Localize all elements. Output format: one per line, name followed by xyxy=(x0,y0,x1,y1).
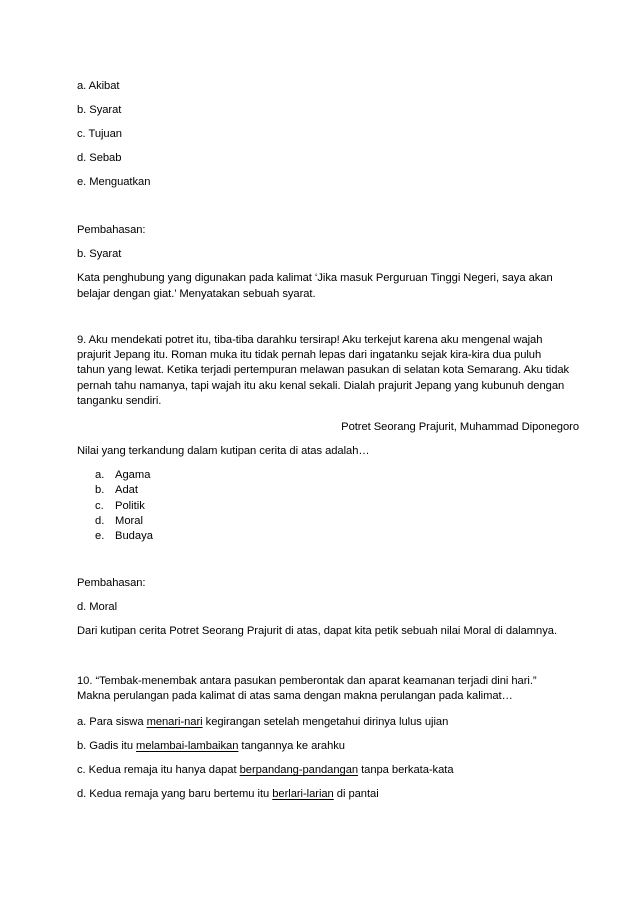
passage-line: tanganku sendiri. xyxy=(77,394,162,407)
option-b: b. Syarat xyxy=(77,104,122,116)
q9-options xyxy=(95,468,153,544)
explanation-line: belajar dengan giat.’ Menyatakan sebuah syarat. xyxy=(77,288,316,300)
q10-option-a: a. Para siswa menari-nari kegirangan setelah mengetahui dirinya lulus ujian xyxy=(77,716,449,728)
q9-option-c: c. Politik xyxy=(95,499,145,512)
underlined-word: melambai-lambaikan xyxy=(136,740,239,752)
explanation xyxy=(77,271,553,301)
pembahasan-label: Pembahasan: xyxy=(77,224,146,236)
q10-option-c: c. Kedua remaja itu hanya dapat berpandang-pandangan tanpa berkata-kata xyxy=(77,764,454,776)
q9-option-b: b. Adat xyxy=(95,484,139,497)
underlined-word: berlari-larian xyxy=(272,788,334,800)
explanation-line: Kata penghubung yang digunakan pada kalimat ‘Jika masuk Perguruan Tinggi Negeri, saya akan xyxy=(77,272,553,284)
q10-option-b: b. Gadis itu melambai-lambaikan tangannya ke arahku xyxy=(77,740,345,752)
q9-pembahasan-label: Pembahasan: xyxy=(77,577,146,589)
q9-source: Potret Seorang Prajurit, Muhammad Diponegoro xyxy=(341,421,579,433)
q9-answer: d. Moral xyxy=(77,601,118,613)
q9-question: Nilai yang terkandung dalam kutipan cerita di atas adalah… xyxy=(77,445,370,457)
option-a: a. Akibat xyxy=(77,80,120,92)
q9-option-a: a. Agama xyxy=(95,469,151,481)
q9-option-e: e. Budaya xyxy=(95,530,153,543)
question-line: 10. “Tembak-menembak antara pasukan pemberontak dan aparat keamanan terjadi dini hari.” xyxy=(77,675,537,687)
passage-line: pernah tahu namanya, tapi wajah itu aku kenal sekali. Dialah prajurit Jepang yang kubunuh dengan xyxy=(77,379,565,392)
option-c: c. Tujuan xyxy=(77,128,122,140)
question-line: Makna perulangan pada kalimat di atas sama dengan makna perulangan pada kalimat… xyxy=(77,690,513,703)
option-d: d. Sebab xyxy=(77,152,122,164)
underlined-word: menari-nari xyxy=(146,716,203,728)
q9-explanation: Dari kutipan cerita Potret Seorang Prajurit di atas, dapat kita petik sebuah nilai Moral di dalamnya. xyxy=(77,625,558,637)
q10-option-d: d. Kedua remaja yang baru bertemu itu berlari-larian di pantai xyxy=(77,788,379,800)
option-e: e. Menguatkan xyxy=(77,176,151,188)
passage-line: tahun yang lewat. Ketika terjadi pertempuran melawan pasukan di selatan kota Semarang. Aku tidak xyxy=(77,364,570,377)
q9-option-d: d. Moral xyxy=(95,514,143,527)
underlined-word: berpandang-pandangan xyxy=(239,764,359,776)
passage-line: prajurit Jepang itu. Roman muka itu tidak pernah lepas dari ingatanku sejak kira-kira dua puluh xyxy=(77,349,542,362)
answer: b. Syarat xyxy=(77,248,122,260)
passage-line: 9. Aku mendekati potret itu, tiba-tiba darahku tersirap! Aku terkejut karena aku mengenal wajah xyxy=(77,334,543,346)
q9-passage xyxy=(77,333,569,409)
q10-question xyxy=(77,674,537,704)
